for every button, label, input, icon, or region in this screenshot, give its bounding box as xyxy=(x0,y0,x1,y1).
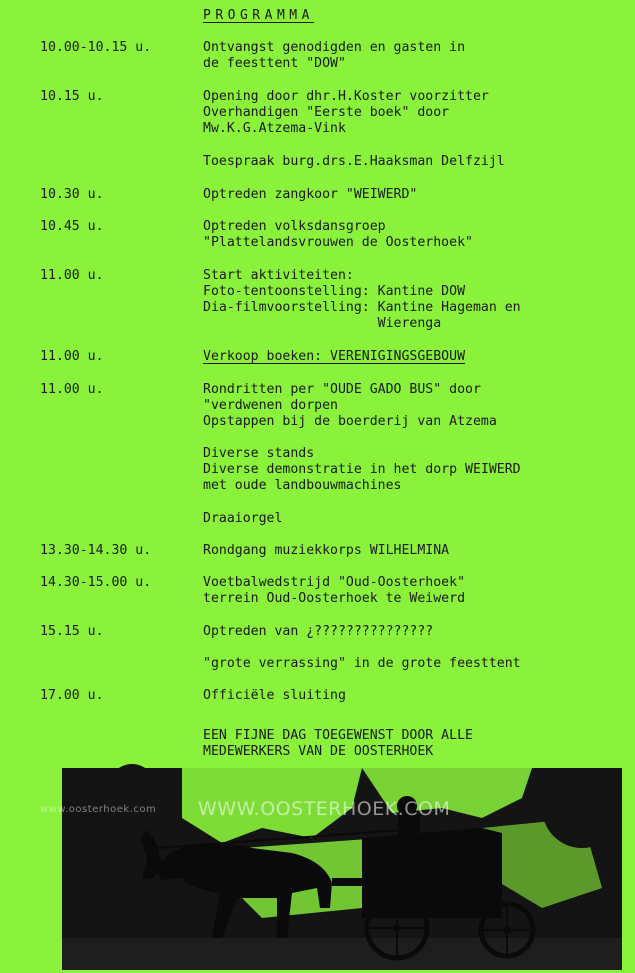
entry-description: Ontvangst genodigden en gasten in de feesttent "DOW" xyxy=(203,40,466,71)
entry-description: Toespraak burg.drs.E.Haaksman Delfzijl xyxy=(203,154,505,169)
entry-description: Optreden volksdansgroep "Plattelandsvrouwen de Oosterhoek" xyxy=(203,219,473,250)
entry-description: Opening door dhr.H.Koster voorzitter Overhandigen "Eerste boek" door Mw.K.G.Atzema-Vink xyxy=(203,89,489,136)
entry-time: 10.30 u. xyxy=(40,187,104,202)
entry-time: 11.00 u. xyxy=(40,349,104,364)
entry-time: 13.30-14.30 u. xyxy=(40,543,152,558)
entry-description: Rondritten per "OUDE GADO BUS" door "verdwenen dorpen Opstappen bij de boerderij van Atzema xyxy=(203,382,497,429)
horse-carriage-silhouette-icon xyxy=(40,768,622,970)
entry-description: Officiële sluiting xyxy=(203,688,346,703)
entry-time: 10.00-10.15 u. xyxy=(40,40,152,55)
entry-description: Optreden van ¿??????????????? xyxy=(203,624,434,639)
entry-time: 11.00 u. xyxy=(40,382,104,397)
entry-time: 10.15 u. xyxy=(40,89,104,104)
entry-time: 15.15 u. xyxy=(40,624,104,639)
watermark-large: WWW.OOSTERHOEK.COM xyxy=(198,798,451,820)
entry-description: Voetbalwedstrijd "Oud-Oosterhoek" terrein Oud-Oosterhoek te Weiwerd xyxy=(203,575,466,606)
entry-description: Rondgang muziekkorps WILHELMINA xyxy=(203,543,450,558)
entry-description: "grote verrassing" in de grote feesttent xyxy=(203,656,521,671)
entry-description: Start aktiviteiten: Foto-tentoonstelling: Kantine DOW Dia-filmvoorstelling: Kantine Hageman en Wierenga xyxy=(203,268,521,331)
entry-time: 14.30-15.00 u. xyxy=(40,575,152,590)
entry-time: 11.00 u. xyxy=(40,268,104,283)
entry-description: Optreden zangkoor "WEIWERD" xyxy=(203,187,418,202)
entry-description: Verkoop boeken: VERENIGINGSGEBOUW xyxy=(203,349,466,364)
entry-time: 10.45 u. xyxy=(40,219,104,234)
entry-description: EEN FIJNE DAG TOEGEWENST DOOR ALLE MEDEWERKERS VAN DE OOSTERHOEK xyxy=(203,728,473,759)
page-title: PROGRAMMA xyxy=(203,8,314,23)
watermark-small: www.oosterhoek.com xyxy=(40,804,157,815)
entry-description: Diverse stands Diverse demonstratie in het dorp WEIWERD met oude landbouwmachines xyxy=(203,446,521,493)
entry-time: 17.00 u. xyxy=(40,688,104,703)
entry-description: Draaiorgel xyxy=(203,511,283,526)
